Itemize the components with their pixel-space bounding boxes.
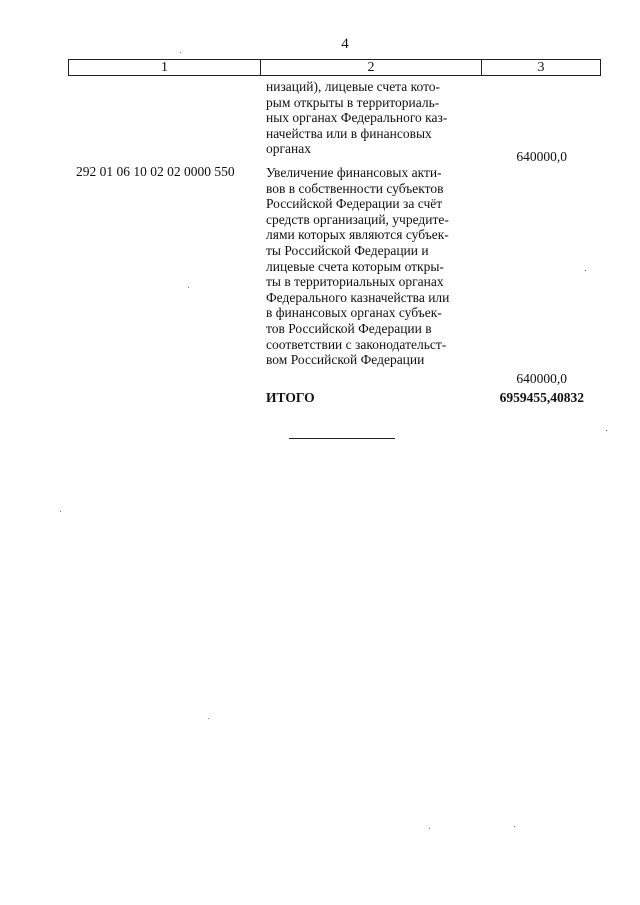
scan-speck xyxy=(514,826,515,827)
total-value: 6959455,40832 xyxy=(499,390,584,405)
column-header-2: 2 xyxy=(261,60,482,76)
scan-speck xyxy=(585,270,586,271)
scan-speck xyxy=(606,430,607,431)
column-header-1: 1 xyxy=(69,60,261,76)
scan-speck xyxy=(60,511,61,512)
row-description: Увеличение финансовых акти- вов в собственности субъектов Российской Федерации за счёт средств организаций, учредите- лями которых являются субъек- ты Российской Федерации и лицевые счета которым откры- ты в территориальных органах Федерального казначейства или в финансовых органах субъек- тов Российской Федерации в соответствии с законодательст- вом Российской Федерации xyxy=(266,165,450,368)
amount-row: 640000,0 xyxy=(516,371,567,386)
table-header-row xyxy=(68,59,601,76)
budget-classification-code: 292 01 06 10 02 02 0000 550 xyxy=(76,164,235,179)
scan-speck xyxy=(180,52,181,53)
amount-continued-row: 640000,0 xyxy=(516,149,567,164)
total-label: ИТОГО xyxy=(266,390,315,405)
continued-description: низаций), лицевые счета кото- рым открыты в территориаль- ных органах Федерального каз- начейства или в финансовых органах xyxy=(266,79,448,157)
scan-speck xyxy=(429,828,430,829)
scan-speck xyxy=(208,718,209,719)
page-number: 4 xyxy=(341,36,349,52)
scan-speck xyxy=(188,287,189,288)
end-separator-line xyxy=(289,438,395,439)
column-header-3: 3 xyxy=(482,60,601,76)
